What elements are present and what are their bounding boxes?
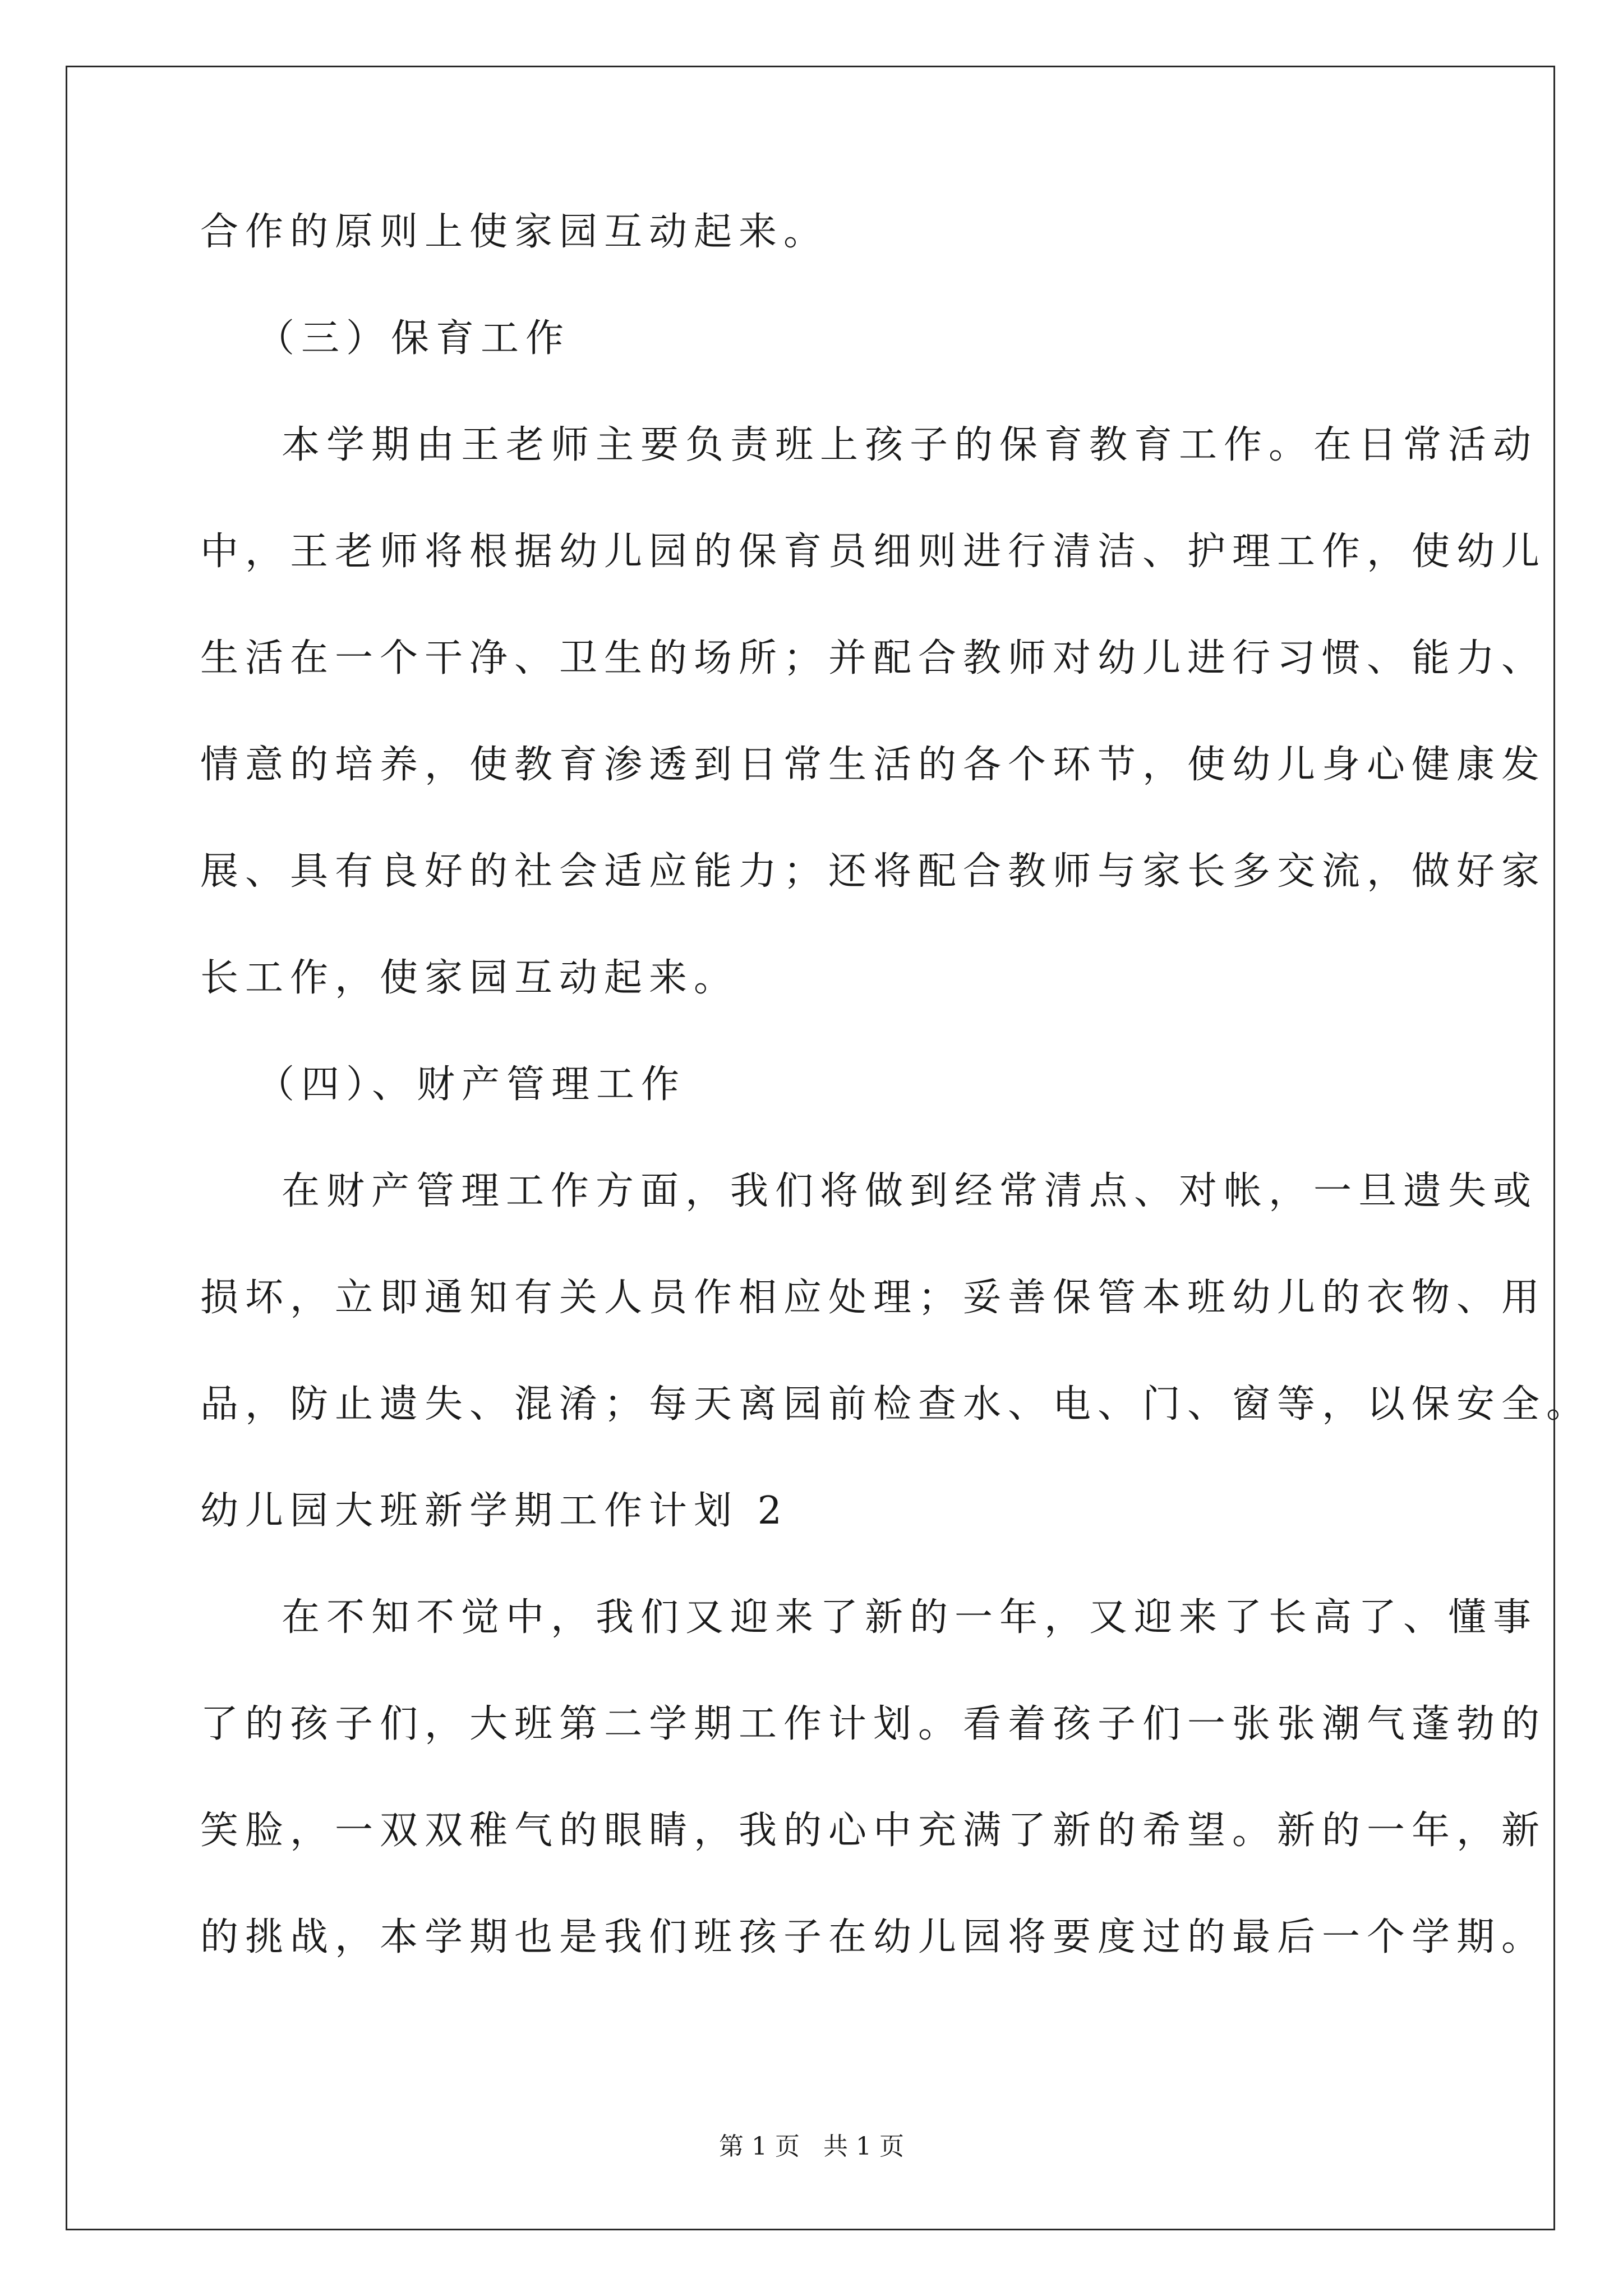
page-border [66, 66, 1555, 2230]
text-line: 在不知不觉中，我们又迎来了新的一年，又迎来了长高了、懂事 [282, 1595, 1538, 1640]
text-line: 品，防止遗失、混淆；每天离园前检查水、电、门、窗等，以保安全。 [200, 1382, 1592, 1427]
text-line: 中，王老师将根据幼儿园的保育员细则进行清洁、护理工作，使幼儿 [200, 530, 1547, 574]
text-line: 长工作，使家园互动起来。 [200, 956, 739, 1000]
text-line: 在财产管理工作方面，我们将做到经常清点、对帐，一旦遗失或 [282, 1169, 1538, 1213]
text-line: 情意的培养，使教育渗透到日常生活的各个环节，使幼儿身心健康发 [200, 743, 1547, 787]
section-heading: （三）保育工作 [256, 316, 571, 361]
document-title: 幼儿园大班新学期工作计划 2 [200, 1489, 789, 1533]
text-line: 本学期由王老师主要负责班上孩子的保育教育工作。在日常活动 [282, 423, 1538, 467]
text-line: 笑脸，一双双稚气的眼睛，我的心中充满了新的希望。新的一年，新 [200, 1809, 1547, 1853]
text-line: 了的孩子们，大班第二学期工作计划。看着孩子们一张张潮气蓬勃的 [200, 1702, 1547, 1746]
section-heading: （四）、财产管理工作 [256, 1062, 686, 1107]
text-line: 合作的原则上使家园互动起来。 [200, 210, 829, 254]
text-line: 生活在一个干净、卫生的场所；并配合教师对幼儿进行习惯、能力、 [200, 636, 1547, 680]
page-number-footer: 第 1 页 共 1 页 [719, 2132, 904, 2161]
text-line: 展、具有良好的社会适应能力；还将配合教师与家长多交流，做好家 [200, 849, 1547, 894]
text-line: 的挑战，本学期也是我们班孩子在幼儿园将要度过的最后一个学期。 [200, 1915, 1547, 1959]
text-line: 损坏，立即通知有关人员作相应处理；妥善保管本班幼儿的衣物、用 [200, 1276, 1547, 1320]
